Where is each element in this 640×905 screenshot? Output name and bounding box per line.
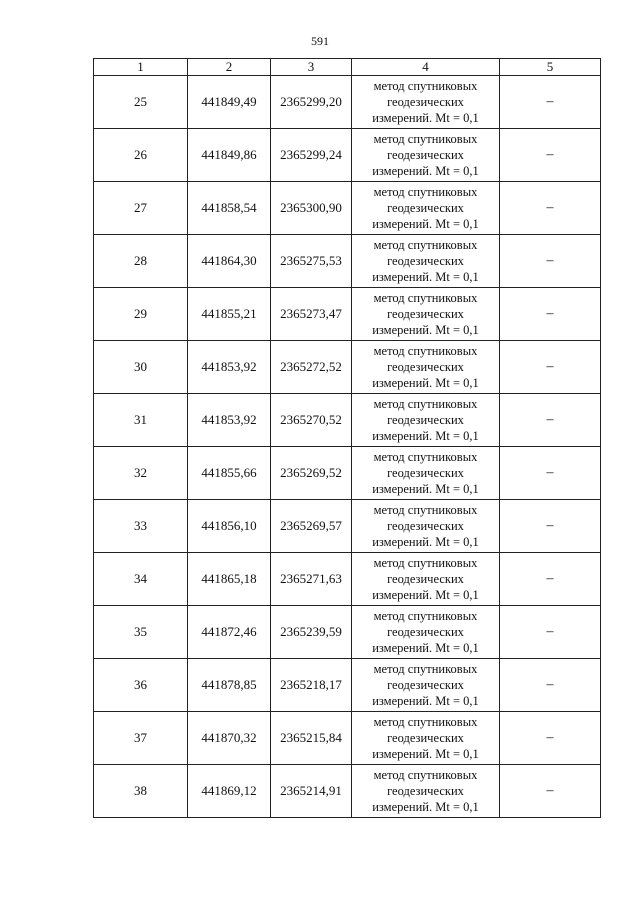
table-row [94,447,601,500]
method-line: метод спутниковых [373,132,478,146]
coordinate-x: 441872,46 [188,606,271,659]
method-line: измерений. Mt = 0,1 [372,641,479,655]
column-5-value: – [500,182,601,235]
method-line: геодезических [387,148,464,162]
point-number: 35 [94,606,188,659]
method-line: измерений. Mt = 0,1 [372,164,479,178]
method-line: метод спутниковых [373,556,478,570]
table-row [94,553,601,606]
column-5-value: – [500,447,601,500]
method-line: измерений. Mt = 0,1 [372,747,479,761]
method-line: измерений. Mt = 0,1 [372,535,479,549]
method-description [352,288,500,341]
column-header-3: 3 [271,59,352,76]
column-5-value: – [500,606,601,659]
method-line: геодезических [387,466,464,480]
coordinate-y: 2365215,84 [271,712,352,765]
page-number: 591 [311,34,329,48]
coordinate-y: 2365269,57 [271,500,352,553]
coordinates-table [93,58,601,818]
method-description [352,447,500,500]
coordinate-x: 441869,12 [188,765,271,818]
table-row [94,129,601,182]
method-description [352,553,500,606]
method-description [352,659,500,712]
coordinate-y: 2365273,47 [271,288,352,341]
method-line: измерений. Mt = 0,1 [372,694,479,708]
column-5-value: – [500,712,601,765]
table-row [94,288,601,341]
coordinate-y: 2365218,17 [271,659,352,712]
method-description [352,606,500,659]
table-row [94,712,601,765]
coordinate-x: 441864,30 [188,235,271,288]
method-line: измерений. Mt = 0,1 [372,482,479,496]
point-number: 31 [94,394,188,447]
method-line: метод спутниковых [373,609,478,623]
method-line: измерений. Mt = 0,1 [372,800,479,814]
column-5-value: – [500,394,601,447]
method-line: геодезических [387,201,464,215]
column-5-value: – [500,500,601,553]
column-5-value: – [500,765,601,818]
method-line: геодезических [387,784,464,798]
method-line: метод спутниковых [373,450,478,464]
coordinate-y: 2365269,52 [271,447,352,500]
point-number: 25 [94,76,188,129]
method-description [352,394,500,447]
table-row [94,182,601,235]
table-row [94,341,601,394]
coordinate-y: 2365239,59 [271,606,352,659]
point-number: 27 [94,182,188,235]
point-number: 34 [94,553,188,606]
method-line: геодезических [387,254,464,268]
method-line: измерений. Mt = 0,1 [372,111,479,125]
method-line: метод спутниковых [373,715,478,729]
method-line: геодезических [387,360,464,374]
table-row [94,76,601,129]
coordinate-y: 2365270,52 [271,394,352,447]
column-5-value: – [500,76,601,129]
point-number: 30 [94,341,188,394]
table-row [94,394,601,447]
method-line: метод спутниковых [373,185,478,199]
method-line: геодезических [387,731,464,745]
method-line: метод спутниковых [373,397,478,411]
coordinate-x: 441849,49 [188,76,271,129]
coordinate-y: 2365271,63 [271,553,352,606]
column-header-1: 1 [94,59,188,76]
method-line: измерений. Mt = 0,1 [372,376,479,390]
method-description [352,765,500,818]
method-line: метод спутниковых [373,291,478,305]
point-number: 28 [94,235,188,288]
point-number: 26 [94,129,188,182]
method-line: геодезических [387,413,464,427]
method-line: геодезических [387,307,464,321]
point-number: 38 [94,765,188,818]
coordinate-y: 2365299,20 [271,76,352,129]
column-5-value: – [500,341,601,394]
method-description [352,76,500,129]
method-line: измерений. Mt = 0,1 [372,588,479,602]
coordinate-x: 441853,92 [188,341,271,394]
method-line: измерений. Mt = 0,1 [372,270,479,284]
method-line: метод спутниковых [373,344,478,358]
column-5-value: – [500,235,601,288]
method-line: геодезических [387,95,464,109]
method-line: метод спутниковых [373,662,478,676]
coordinate-x: 441870,32 [188,712,271,765]
coordinate-x: 441853,92 [188,394,271,447]
point-number: 36 [94,659,188,712]
coordinate-x: 441858,54 [188,182,271,235]
method-description [352,500,500,553]
coordinate-x: 441855,66 [188,447,271,500]
point-number: 32 [94,447,188,500]
table-header-row [94,59,601,76]
point-number: 33 [94,500,188,553]
coordinate-y: 2365300,90 [271,182,352,235]
coordinate-x: 441865,18 [188,553,271,606]
column-5-value: – [500,553,601,606]
method-line: геодезических [387,572,464,586]
method-line: геодезических [387,678,464,692]
method-line: метод спутниковых [373,238,478,252]
coordinate-y: 2365214,91 [271,765,352,818]
method-line: измерений. Mt = 0,1 [372,323,479,337]
method-line: геодезических [387,625,464,639]
column-5-value: – [500,129,601,182]
point-number: 37 [94,712,188,765]
column-header-4: 4 [352,59,500,76]
coordinate-y: 2365272,52 [271,341,352,394]
table-row [94,500,601,553]
method-description [352,712,500,765]
coordinate-x: 441856,10 [188,500,271,553]
coordinate-x: 441878,85 [188,659,271,712]
column-5-value: – [500,659,601,712]
method-description [352,182,500,235]
point-number: 29 [94,288,188,341]
method-line: геодезических [387,519,464,533]
coordinate-y: 2365275,53 [271,235,352,288]
method-description [352,129,500,182]
table-row [94,659,601,712]
table-row [94,606,601,659]
coordinate-x: 441849,86 [188,129,271,182]
column-5-value: – [500,288,601,341]
method-line: метод спутниковых [373,768,478,782]
coordinate-x: 441855,21 [188,288,271,341]
method-line: метод спутниковых [373,79,478,93]
method-description [352,341,500,394]
table-row [94,235,601,288]
table-row [94,765,601,818]
method-line: измерений. Mt = 0,1 [372,217,479,231]
column-header-5: 5 [500,59,601,76]
method-description [352,235,500,288]
column-header-2: 2 [188,59,271,76]
coordinate-y: 2365299,24 [271,129,352,182]
method-line: метод спутниковых [373,503,478,517]
method-line: измерений. Mt = 0,1 [372,429,479,443]
